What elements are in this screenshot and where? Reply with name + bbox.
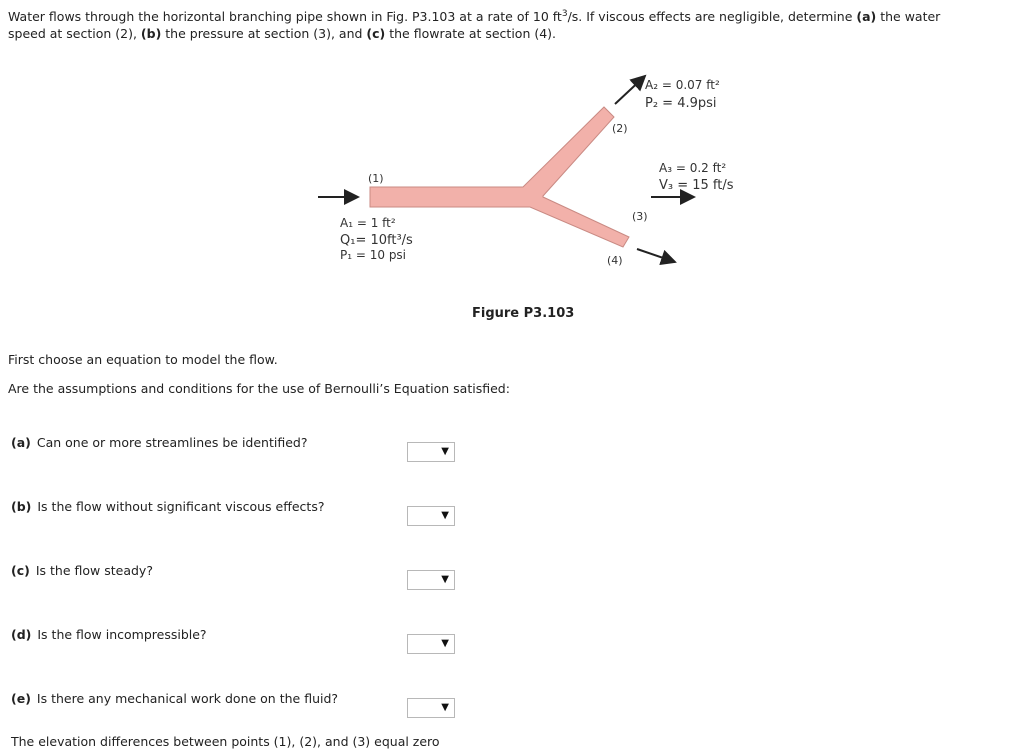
part-label: (b) [140, 26, 162, 42]
question-text: Is the flow steady? [35, 563, 153, 578]
problem-text: speed at section (2), [8, 26, 141, 42]
question-b [11, 499, 324, 514]
chevron-down-icon: ▼ [441, 574, 449, 585]
intro-line-1: First choose an equation to model the flow. [8, 352, 278, 367]
branching-pipe-figure [0, 0, 1024, 300]
question-text: Is there any mechanical work done on the fluid? [36, 691, 339, 706]
q1-label: Q₁= 10ft³/s [340, 233, 413, 248]
section-3-label: (3) [632, 210, 648, 223]
problem-text: /s. If viscous effects are negligible, determine [567, 9, 857, 25]
p1-label: P₁ = 10 psi [340, 248, 407, 262]
question-d [11, 627, 207, 642]
problem-text: the flowrate at section (4). [385, 26, 557, 42]
answer-dropdown-b[interactable] [407, 506, 455, 526]
p2-label: P₂ = 4.9psi [645, 96, 717, 111]
intro-line-2: Are the assumptions and conditions for the use of Bernoulli’s Equation satisfied: [8, 381, 510, 396]
chevron-down-icon: ▼ [441, 446, 449, 457]
question-text: Can one or more streamlines be identified? [36, 435, 308, 450]
superscript: 3 [561, 9, 568, 19]
problem-text: Water flows through the horizontal branching pipe shown in Fig. P3.103 at a rate of 10 ft [8, 9, 562, 25]
outlet-4-flow-arrow [637, 249, 675, 262]
pipe-shape [370, 107, 629, 247]
answer-dropdown-d[interactable] [407, 634, 455, 654]
part-label: (a) [856, 9, 877, 25]
section-2-label: (2) [612, 122, 628, 135]
section-4-label: (4) [607, 254, 623, 267]
section-1-label: (1) [368, 172, 384, 185]
question-text: Is the flow incompressible? [37, 627, 207, 642]
question-label: (d) [11, 627, 32, 642]
pipe-body [370, 107, 629, 247]
question-a [11, 435, 307, 450]
a2-label: A₂ = 0.07 ft² [645, 78, 720, 92]
question-e [11, 691, 338, 706]
chevron-down-icon: ▼ [441, 638, 449, 649]
answer-dropdown-c[interactable] [407, 570, 455, 590]
problem-text: the water [876, 9, 941, 25]
elevation-note: The elevation differences between points (1), (2), and (3) equal zero [11, 734, 440, 749]
a3-label: A₃ = 0.2 ft² [659, 161, 727, 175]
question-label: (b) [11, 499, 32, 514]
question-label: (e) [11, 691, 31, 706]
figure-caption: Figure P3.103 [472, 306, 575, 321]
part-label: (c) [366, 26, 386, 42]
question-label: (c) [11, 563, 30, 578]
problem-text: the pressure at section (3), and [161, 26, 367, 42]
a1-label: A₁ = 1 ft² [340, 216, 396, 230]
answer-dropdown-e[interactable] [407, 698, 455, 718]
question-c [11, 563, 153, 578]
outlet-2-flow-arrow [615, 76, 645, 104]
v3-label: V₃ = 15 ft/s [659, 178, 734, 193]
chevron-down-icon: ▼ [441, 510, 449, 521]
chevron-down-icon: ▼ [441, 702, 449, 713]
question-text: Is the flow without significant viscous effects? [37, 499, 325, 514]
answer-dropdown-a[interactable] [407, 442, 455, 462]
question-label: (a) [11, 435, 31, 450]
